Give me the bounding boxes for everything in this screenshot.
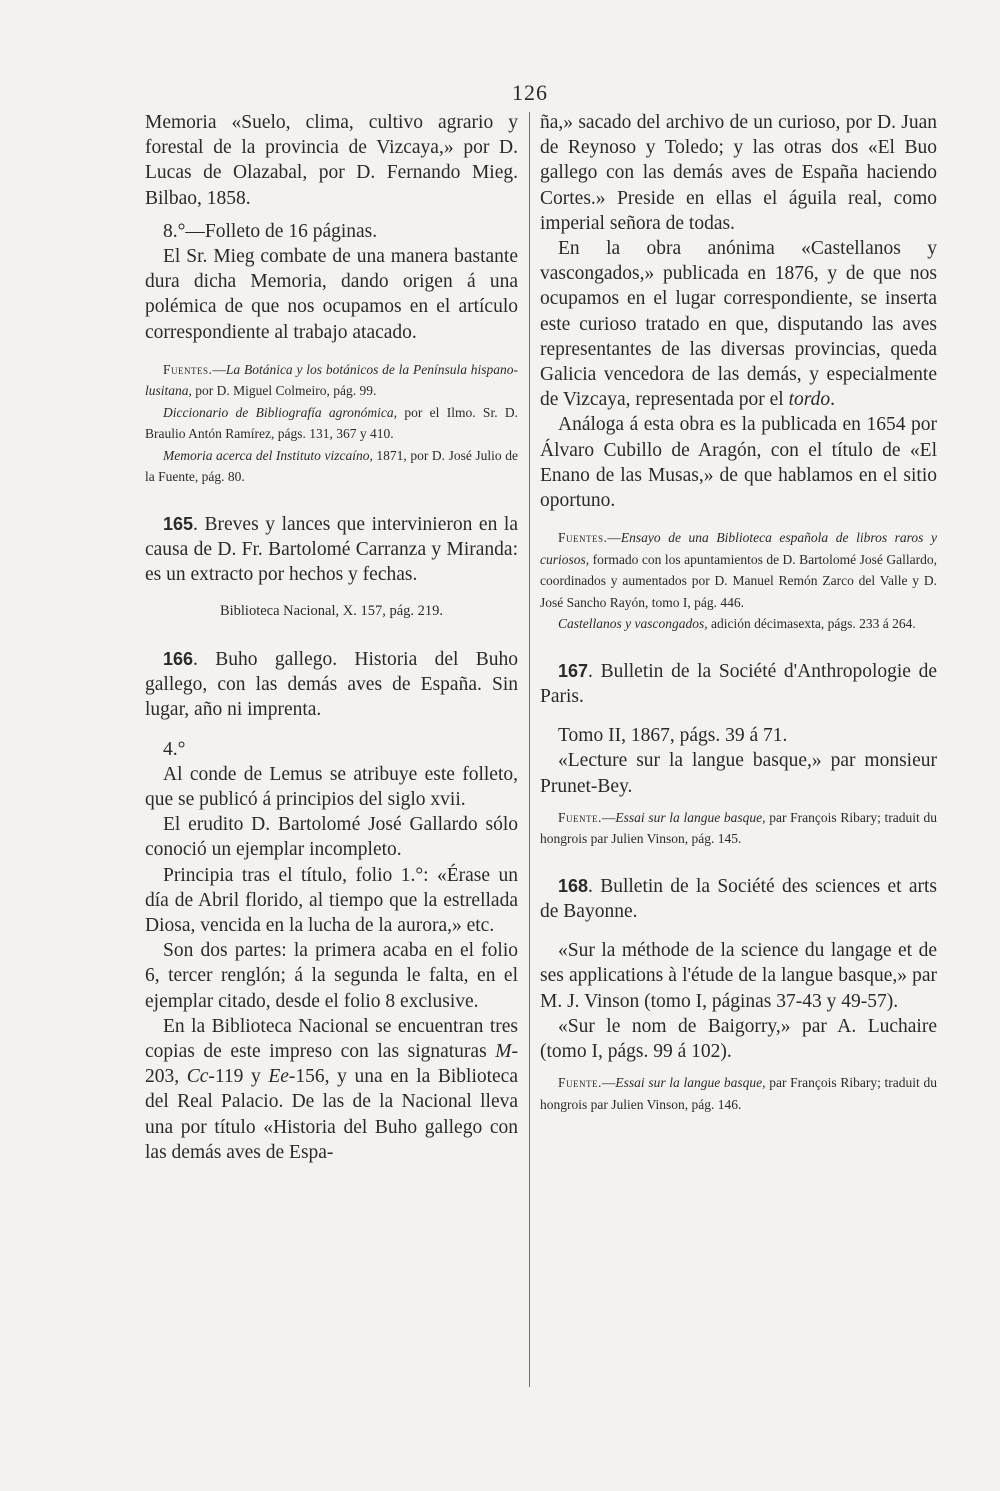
entry-166-para-4: Son dos partes: la primera acaba en el folio 6, tercer renglón; á la segunda le falta, en el ejemplar citado, desde el folio 8 exclusive. <box>145 940 518 1012</box>
signature: Ee <box>268 1066 289 1088</box>
text-span-italic: tordo <box>788 389 831 411</box>
entry-166-para-5 <box>145 1014 518 1165</box>
source-title: Diccionario de Bibliografía agronómica, <box>163 404 398 420</box>
entry-166-continuation: ña,» sacado del archivo de un curioso, por D. Juan de Reynoso y Toledo; y las otras dos «El Buo gallego con las demás aves de España haciendo Cortes.» Preside en ellas el águila real, como imperial señora de todas. <box>540 112 937 234</box>
source-detail: par François Ribary; traduit du hongrois par Julien Vinson, pág. 145. <box>540 809 937 847</box>
column-divider <box>529 112 530 1387</box>
entry-164-note: El Sr. Mieg combate de una manera bastante dura dicha Memoria, dando origen á una polémica de que nos ocupamos en el artículo correspondiente al trabajo atacado. <box>145 246 518 343</box>
entry-164-title: Memoria «Suelo, clima, cultivo agrario y forestal de la provincia de Vizcaya,» por D. Lucas de Olazabal, por D. Fernando Mieg. Bilbao, 1858. <box>145 112 518 209</box>
entry-168-article-2: «Sur le nom de Baigorry,» par A. Luchaire (tomo I, págs. 99 á 102). <box>540 1015 937 1062</box>
entry-167-article: «Lecture sur la langue basque,» par monsieur Prunet-Bey. <box>540 750 937 797</box>
source-title: La Botánica y los botánicos de la Península hispano-lusitana, <box>145 361 518 399</box>
entry-title: . Bulletin de la Société d'Anthropologie de Paris. <box>540 660 937 707</box>
entry-166-para-1: Al conde de Lemus se atribuye este folleto, que se publicó á principios del siglo xvii. <box>145 763 518 810</box>
source-title: Essai sur la langue basque, <box>615 809 766 825</box>
entry-164-format: 8.°—Folleto de 16 páginas. <box>163 220 378 242</box>
entry-title: . Breves y lances que intervinieron en la causa de D. Fr. Bartolomé Carranza y Miranda: es un extracto por hechos y fechas. <box>145 513 518 586</box>
entry-166-para-6 <box>540 236 937 412</box>
entry-166-source-2 <box>540 613 937 635</box>
text-span: -156, y una en la Biblioteca del Real Palacio. De las de la Nacional lleva una por título «Historia del Buho gallego con las demás aves de Espa- <box>145 1066 518 1163</box>
entry-165-heading <box>145 512 518 588</box>
entry-number: 167 <box>558 660 589 681</box>
entry-168-heading <box>540 874 937 924</box>
source-detail: por el Ilmo. Sr. D. Braulio Antón Ramírez, págs. 131, 367 y 410. <box>145 404 519 442</box>
entry-166-para-2: El erudito D. Bartolomé José Gallardo sólo conoció un ejemplar incompleto. <box>145 814 518 861</box>
source-label: Fuente. <box>558 1075 602 1091</box>
entry-number: 166 <box>163 648 194 669</box>
entry-number: 165 <box>163 513 194 534</box>
entry-167-heading <box>540 659 937 709</box>
text-span: -119 y <box>208 1066 269 1088</box>
source-detail: 1871, por D. José Julio de la Fuente, pág. 80. <box>145 447 518 485</box>
entry-166-para-3: Principia tras el título, folio 1.°: «Érase un día de Abril florido, al tiempo que la estrellada Diosa, vencida en la lucha de la aurora,» etc. <box>145 864 518 936</box>
right-column <box>540 110 937 1115</box>
entry-164-source-2 <box>145 402 518 445</box>
text-span: -203, <box>145 1040 518 1088</box>
text-span: En la obra anónima «Castellanos y vascongados,» publicada en 1876, y de que nos ocupamos en el lugar correspondiente, se inserta este curioso tratado en que, disputando las aves representantes de las diversas provincias, queda Galicia vencedora de las demás, y especialmente de Vizcaya, representada por el <box>540 238 937 411</box>
source-title: Essai sur la langue basque, <box>615 1075 766 1091</box>
entry-title: . Buho gallego. Historia del Buho gallego, con las demás aves de España. Sin lugar, año ni imprenta. <box>145 648 518 721</box>
source-detail: adición décimasexta, págs. 233 á 264. <box>707 616 916 632</box>
source-title: Ensayo de una Biblioteca española de libros raros y curiosos, <box>540 530 937 567</box>
entry-165-reference: Biblioteca Nacional, X. 157, pág. 219. <box>219 603 444 620</box>
sources-label: Fuentes. <box>558 530 608 546</box>
source-detail: par François Ribary; traduit du hongrois par Julien Vinson, pág. 146. <box>540 1075 937 1112</box>
entry-167-volume: Tomo II, 1867, págs. 39 á 71. <box>558 725 788 747</box>
entry-166-para-7: Análoga á esta obra es la publicada en 1654 por Álvaro Cubillo de Aragón, con el título de «El Enano de las Musas,» de que hablamos en el sitio oportuno. <box>540 414 937 512</box>
source-title: Castellanos y vascongados, <box>558 616 708 632</box>
page-number: 126 <box>512 80 548 105</box>
entry-168-article-1: «Sur la méthode de la science du langage et de ses applications à l'étude de la langue basque,» par M. J. Vinson (tomo I, páginas 37-43 y 49-57). <box>540 940 937 1012</box>
source-detail: formado con los apuntamientos de D. Bartolomé José Gallardo, coordinados y aumentados por D. Manuel Remón Zarco del Valle y D. José Sancho Rayón, tomo I, pág. 446. <box>540 551 937 610</box>
entry-166-heading <box>145 647 518 723</box>
source-label: Fuente. <box>558 809 602 825</box>
sources-label: Fuentes. <box>163 361 213 377</box>
entry-166-source-1: Fuentes.—Ensayo de una Biblioteca española de libros raros y curiosos, formado con los apuntamientos de D. Bartolomé José Gallardo, coordinados y aumentados por D. Manuel Remón Zarco del Valle y D. José Sancho Rayón, tomo I, pág. 446. <box>540 530 937 610</box>
text-span: En la Biblioteca Nacional se encuentran tres copias de este impreso con las signaturas <box>145 1015 518 1062</box>
text-span: . <box>830 389 836 411</box>
entry-title: . Bulletin de la Société des sciences et arts de Bayonne. <box>540 875 937 922</box>
entry-number: 168 <box>558 875 589 896</box>
signature: Cc <box>186 1066 209 1088</box>
entry-168-source: Fuente.—Essai sur la langue basque, par François Ribary; traduit du hongrois par Julien Vinson, pág. 146. <box>540 1075 937 1112</box>
source-detail: por D. Miguel Colmeiro, pág. 99. <box>191 383 377 399</box>
signature: M <box>495 1040 512 1062</box>
entry-167-source: Fuente.—Essai sur la langue basque, par François Ribary; traduit du hongrois par Julien Vinson, pág. 145. <box>540 809 937 847</box>
left-column <box>145 110 518 1165</box>
entry-166-format: 4.° <box>163 738 186 760</box>
entry-164-source-1: Fuentes.—La Botánica y los botánicos de la Península hispano-lusitana, por D. Miguel Colmeiro, pág. 99. <box>145 361 518 399</box>
entry-164-source-3 <box>145 445 518 488</box>
source-title: Memoria acerca del Instituto vizcaíno, <box>163 447 373 463</box>
